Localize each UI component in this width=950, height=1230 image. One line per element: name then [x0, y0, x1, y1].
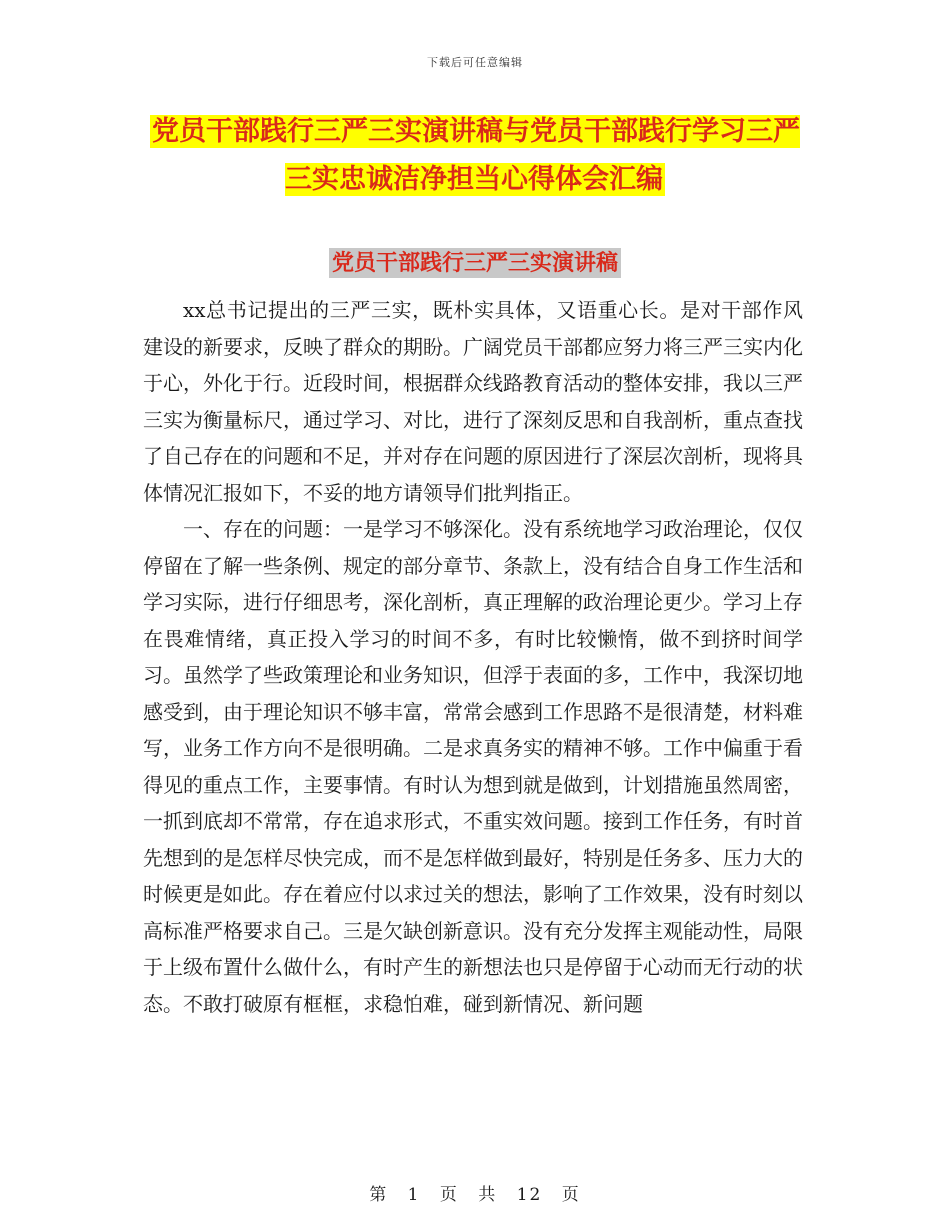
paragraph: xx总书记提出的三严三实，既朴实具体，又语重心长。是对干部作风建设的新要求，反映了群众的期盼。广阔党员干部都应努力将三严三实内化于心，外化于行。近段时间，根据群众线路教育活动的整体安排，我以三严三实为衡量标尺，通过学习、对比，进行了深刻反思和自我剖析，重点查找了自己存在的问题和不足，并对存在问题的原因进行了深层次剖析，现将具体情况汇报如下，不妥的地方请领导们批判指正。: [143, 298, 803, 505]
page-footer: [0, 1180, 950, 1205]
section-title-text: 党员干部践行三严三实演讲稿: [329, 248, 621, 278]
total-pages: 12: [516, 1185, 543, 1205]
footer-total-unit: 页: [561, 1185, 581, 1205]
footer-total-prefix: 共: [478, 1185, 498, 1205]
footer-page-unit: 页: [439, 1185, 459, 1205]
document-title-text: 党员干部践行三严三实演讲稿与党员干部践行学习三严三实忠诚洁净担当心得体会汇编: [152, 116, 800, 195]
body-text: [143, 292, 803, 1022]
footer-prefix: 第: [369, 1185, 389, 1205]
paragraph: 一、存在的问题：一是学习不够深化。没有系统地学习政治理论，仅仅停留在了解一些条例、规定的部分章节、条款上，没有结合自身工作生活和学习实际，进行仔细思考，深化剖析，真正理解的政治理论更少。学习上存在畏难情绪，真正投入学习的时间不多，有时比较懒惰，做不到挤时间学习。虽然学了些政策理论和业务知识，但浮于表面的多，工作中，我深切地感受到，由于理论知识不够丰富，常常会感到工作思路不是很清楚，材料难写，业务工作方向不是很明确。二是求真务实的精神不够。工作中偏重于看得见的重点工作，主要事情。有时认为想到就是做到，计划措施虽然周密，一抓到底却不常常，存在追求形式，不重实效问题。接到工作任务，有时首先想到的是怎样尽快完成，而不是怎样做到最好，特别是任务多、压力大的时候更是如此。存在着应付以求过关的想法，影响了工作效果，没有时刻以高标准严格要求自己。三是欠缺创新意识。没有充分发挥主观能动性，局限于上级布置什么做什么，有时产生的新想法也只是停留于心动而无行动的状态。不敢打破原有框框，求稳怕难，碰到新情况、新问题: [143, 517, 803, 1016]
page-number: 1: [407, 1185, 421, 1205]
section-title: [0, 246, 950, 280]
header-note: 下载后可任意编辑: [427, 56, 523, 69]
document-title: [145, 108, 805, 204]
